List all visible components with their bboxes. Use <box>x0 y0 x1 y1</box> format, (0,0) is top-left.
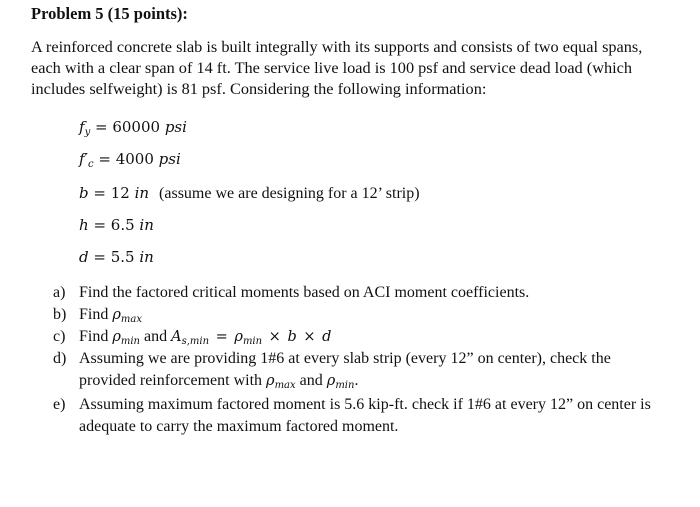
question-c-label: c) <box>53 328 66 345</box>
fc-subscript: c <box>87 159 94 170</box>
d-unit: in <box>139 248 154 266</box>
rho-max-symbol <box>112 307 142 323</box>
rho-min-symbol <box>327 373 355 389</box>
fc-equals: = <box>93 150 116 168</box>
question-d-period: . <box>354 372 359 389</box>
question-b-text: Find <box>79 306 113 323</box>
given-fc <box>79 150 181 170</box>
fy-unit: psi <box>164 118 187 136</box>
question-a-label: a) <box>53 284 66 301</box>
rho-symbol: ρ <box>234 329 243 345</box>
rho-min-subscript: min <box>335 380 355 391</box>
fc-unit: psi <box>158 150 181 168</box>
h-equals: = <box>88 216 111 234</box>
h-symbol: h <box>79 216 89 234</box>
rho-symbol: ρ <box>112 307 121 323</box>
h-unit: in <box>139 216 154 234</box>
question-d-line-2: provided reinforcement with <box>79 372 267 389</box>
given-fy <box>79 118 187 138</box>
fy-equals: = <box>90 118 113 136</box>
question-d <box>53 348 611 370</box>
rho-max-symbol <box>266 373 296 389</box>
fy-subscript: y <box>84 127 91 138</box>
d-equals: = <box>88 248 111 266</box>
question-d-continued <box>53 370 358 397</box>
as-symbol: A <box>171 329 182 345</box>
b-note: (assume we are designing for a 12’ strip) <box>159 185 420 202</box>
fc-symbol: f′ <box>79 150 88 168</box>
given-d <box>79 248 154 266</box>
equals-sign: = <box>215 329 228 345</box>
b-symbol: b <box>79 184 89 202</box>
rho-max-subscript: max <box>274 380 296 391</box>
question-e-label: e) <box>53 396 66 413</box>
b-unit: in <box>134 184 150 202</box>
question-e <box>53 394 651 416</box>
rho-min-subscript: min <box>120 336 140 347</box>
fy-symbol: f <box>79 118 85 136</box>
fy-value: 60000 <box>112 118 165 136</box>
question-b-label: b) <box>53 306 67 323</box>
times-sign: × <box>268 329 281 345</box>
question-d-line-1: Assuming we are providing 1#6 at every slab strip (every 12” on center), check the <box>79 350 611 367</box>
rho-symbol: ρ <box>112 329 121 345</box>
given-b <box>79 184 420 203</box>
as-min-subscript: s,min <box>181 336 210 347</box>
question-e-continued <box>53 416 398 438</box>
given-h <box>79 216 154 234</box>
d-symbol: d <box>79 248 89 266</box>
b-variable: b <box>287 329 297 345</box>
times-sign: × <box>303 329 316 345</box>
b-equals: = <box>88 184 111 202</box>
statement-line-1: A reinforced concrete slab is built integrally with its supports and consists of two equal spans, <box>31 37 643 56</box>
question-a-text: Find the factored critical moments based on ACI moment coefficients. <box>79 284 530 301</box>
b-value: 12 <box>110 184 135 202</box>
problem-statement <box>31 36 671 99</box>
question-c-text: Find <box>79 328 113 345</box>
d-variable: d <box>322 329 332 345</box>
question-c-and: and <box>140 328 172 345</box>
d-value: 5.5 <box>110 248 140 266</box>
question-d-and: and <box>295 372 327 389</box>
statement-line-2: each with a clear span of 14 ft. The service live load is 100 psf and service dead load (which <box>31 58 632 77</box>
rho-symbol: ρ <box>326 373 336 389</box>
question-d-label: d) <box>53 350 67 367</box>
h-value: 6.5 <box>110 216 140 234</box>
problem-title: Problem 5 (15 points): <box>31 4 188 23</box>
rho-min-symbol <box>112 329 140 345</box>
question-a <box>53 282 529 304</box>
statement-line-3: includes selfweight) is 81 psf. Considering the following information: <box>31 79 487 98</box>
rho-symbol: ρ <box>266 373 275 389</box>
question-e-line-1: Assuming maximum factored moment is 5.6 kip-ft. check if 1#6 at every 12” on center is <box>79 396 651 413</box>
fc-value: 4000 <box>115 150 159 168</box>
question-e-line-2: adequate to carry the maximum factored moment. <box>79 418 399 435</box>
rho-max-subscript: max <box>120 314 142 325</box>
rho-min-subscript: min <box>242 336 263 347</box>
as-min-formula <box>171 329 331 345</box>
